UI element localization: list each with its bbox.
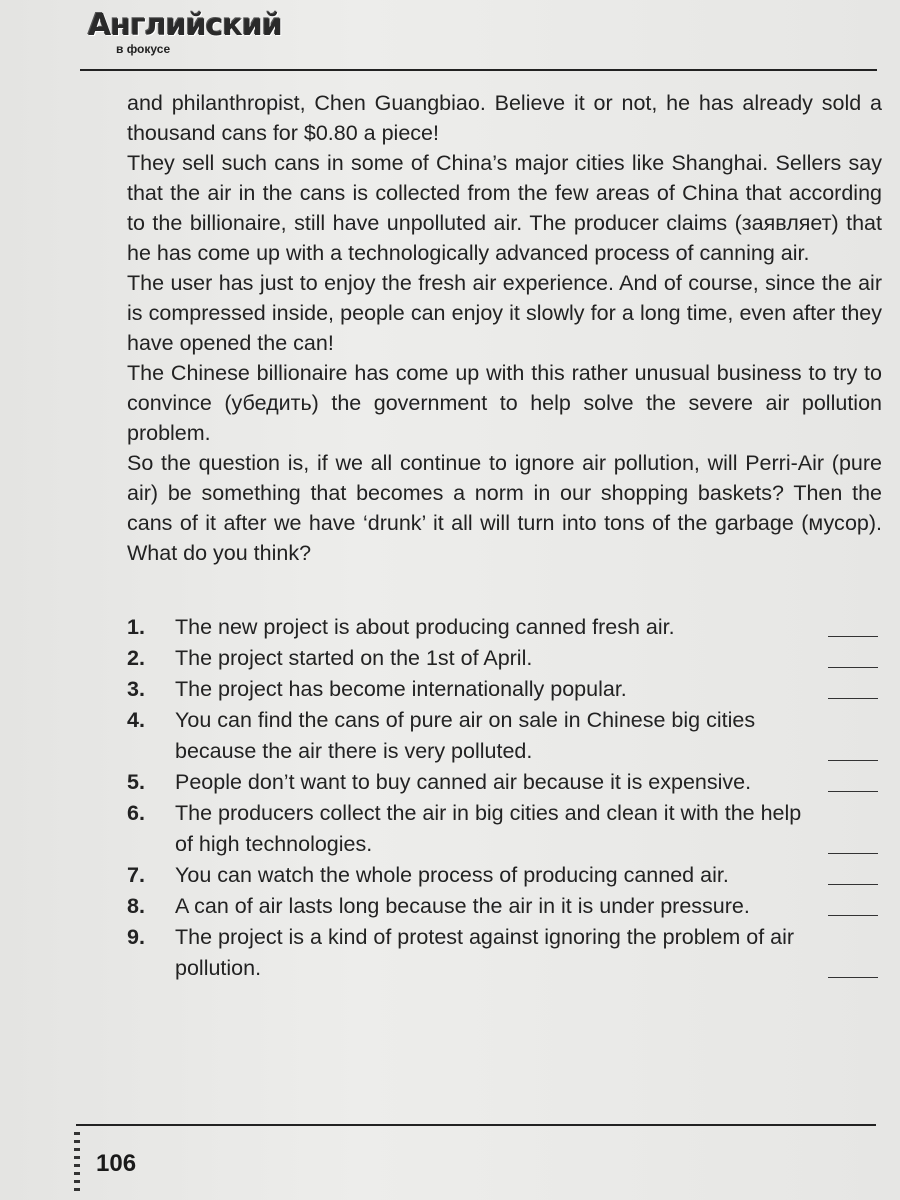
item-statement: People don’t want to buy canned air because it is expensive. <box>175 770 752 794</box>
item-number: 3. <box>127 677 145 701</box>
exercise-item <box>127 860 882 891</box>
item-statement: The producers collect the air in big cities and clean it with the help of high technologies. <box>175 801 802 856</box>
item-number: 6. <box>127 801 145 825</box>
item-statement: The project started on the 1st of April. <box>175 646 533 670</box>
answer-blank[interactable] <box>828 791 878 792</box>
paragraph: The user has just to enjoy the fresh air experience. And of course, since the air is compressed inside, people can enjoy it slowly for a long time, even after they have opened the can! <box>127 271 882 355</box>
item-statement: A can of air lasts long because the air in it is under pressure. <box>175 894 750 918</box>
paragraph: The Chinese billionaire has come up with this rather unusual business to try to convince (убедить) the government to help solve the severe air pollution problem. <box>127 361 882 445</box>
exercise-item <box>127 612 882 643</box>
answer-blank[interactable] <box>828 977 878 978</box>
answer-blank[interactable] <box>828 667 878 668</box>
paragraph: and philanthropist, Chen Guangbiao. Believe it or not, he has already sold a thousand cans for $0.80 a piece! <box>127 91 882 145</box>
item-number: 4. <box>127 708 145 732</box>
exercise-item <box>127 891 882 922</box>
paragraph: So the question is, if we all continue to ignore air pollution, will Perri-Air (pure air) be something that becomes a norm in our shopping baskets? Then the cans of it after we have ‘drunk’ it all will turn into tons of the garbage (мусор). What do you think? <box>127 451 882 565</box>
exercise-item <box>127 643 882 674</box>
margin-dots <box>74 1132 80 1192</box>
exercise-item <box>127 705 882 767</box>
reading-text <box>127 88 882 568</box>
item-statement: You can watch the whole process of producing canned air. <box>175 863 729 887</box>
exercise-item <box>127 922 882 984</box>
answer-blank[interactable] <box>828 915 878 916</box>
item-statement: You can find the cans of pure air on sale in Chinese big cities because the air there is very polluted. <box>175 708 756 763</box>
item-number: 8. <box>127 894 145 918</box>
item-statement: The new project is about producing canned fresh air. <box>175 615 675 639</box>
logo-title: Английский <box>88 8 282 43</box>
textbook-logo <box>88 8 282 58</box>
exercise-item <box>127 798 882 860</box>
answer-blank[interactable] <box>828 760 878 761</box>
item-number: 5. <box>127 770 145 794</box>
answer-blank[interactable] <box>828 853 878 854</box>
footer-divider <box>76 1124 876 1126</box>
page-number: 106 <box>96 1150 137 1177</box>
answer-blank[interactable] <box>828 636 878 637</box>
header-divider <box>80 69 877 71</box>
true-false-exercise <box>127 612 882 984</box>
item-statement: The project has become internationally popular. <box>175 677 627 701</box>
logo-subtitle: в фокусе <box>116 42 171 56</box>
answer-blank[interactable] <box>828 698 878 699</box>
item-number: 2. <box>127 646 145 670</box>
answer-blank[interactable] <box>828 884 878 885</box>
exercise-item <box>127 767 882 798</box>
item-number: 7. <box>127 863 145 887</box>
exercise-item <box>127 674 882 705</box>
item-number: 1. <box>127 615 145 639</box>
item-statement: The project is a kind of protest against ignoring the problem of air pollution. <box>175 925 795 980</box>
item-number: 9. <box>127 925 145 949</box>
paragraph: They sell such cans in some of China’s major cities like Shanghai. Sellers say that the air in the cans is collected from the few areas of China that according to the billionaire, still have unpolluted air. The producer claims (заявляет) that he has come up with a technologically advanced process of canning air. <box>127 151 882 265</box>
